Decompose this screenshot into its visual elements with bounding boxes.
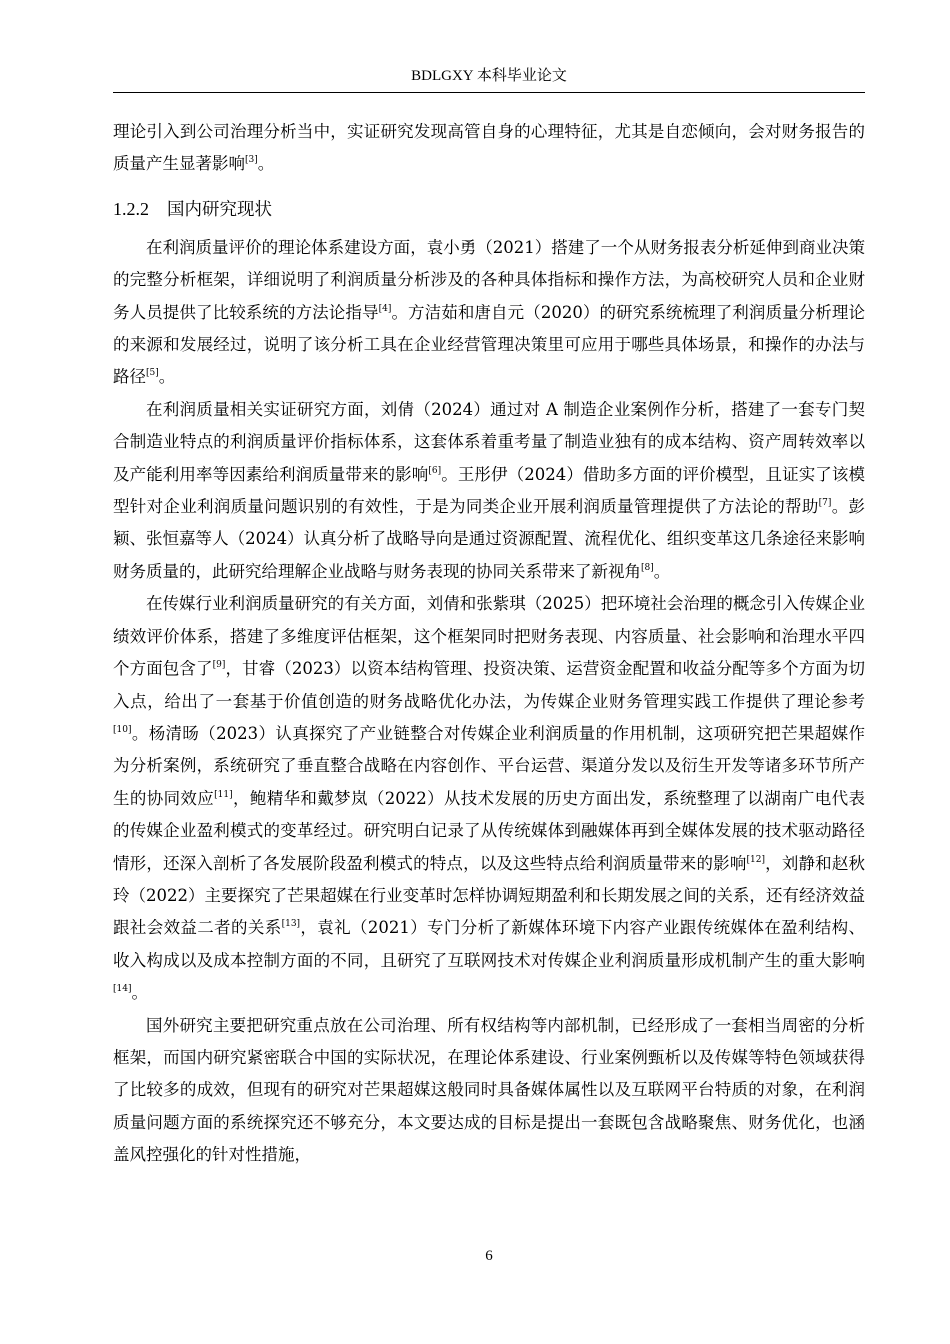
citation: [11] <box>214 789 233 800</box>
citation: [6] <box>428 465 442 476</box>
citation: [13] <box>281 919 301 930</box>
citation: [7] <box>818 498 832 509</box>
header-divider <box>113 92 865 93</box>
paragraph: 在利润质量评价的理论体系建设方面，袁小勇（2021）搭建了一个从财务报表分析延伸到商业决策的完整分析框架，详细说明了利润质量分析涉及的各种具体指标和操作方法，为高校研究人员和企业财务人员提供了比较系统的方法论指导[4]。方洁茹和唐自元（2020）的研究系统梳理了利润质量分析理论的来源和发展经过，说明了该分析工具在企业经营管理决策里可应用于哪些具体场景，和操作的办法与路径[5]。 <box>113 237 866 387</box>
citation: [3] <box>245 155 258 166</box>
paragraph: 在传媒行业利润质量研究的有关方面，刘倩和张紫琪（2025）把环境社会治理的概念引入传媒企业绩效评价体系，搭建了多维度评估框架，这个框架同时把财务表现、内容质量、社会影响和治理水平四个方面包含了[9]，甘睿（2023）以资本结构管理、投资决策、运营资金配置和收益分配等多个方面为切入点，给出了一套基于价值创造的财务战略优化办法，为传媒企业财务管理实践工作提供了理论参考[10]。杨清旸（2023）认真探究了产业链整合对传媒企业利润质量的作用机制，这项研究把芒果超媒作为分析案例，系统研究了垂直整合战略在内容创作、平台运营、渠道分发以及衍生开发等诸多环节所产生的协同效应[11]，鲍精华和戴梦岚（2022）从技术发展的历史方面出发，系统整理了以湖南广电代表的传媒企业盈利模式的变革经过。研究明白记录了从传统媒体到融媒体再到全媒体发展的技术驱动路径情形，还深入剖析了各发展阶段盈利模式的特点，以及这些特点给利润质量带来的影响[12]，刘静和赵秋玲（2022）主要探究了芒果超媒在行业变革时怎样协调短期盈利和长期发展之间的关系，还有经济效益跟社会效益二者的关系[13]，袁礼（2021）专门分析了新媒体环境下内容产业跟传统媒体在盈利结构、收入构成以及成本控制方面的不同，且研究了互联网技术对传媒企业利润质量形成机制产生的重大影响[14]。 <box>113 594 866 1003</box>
citation: [5] <box>146 368 159 379</box>
document-body <box>113 116 865 1172</box>
page-number: 6 <box>485 1248 493 1264</box>
citation: [10] <box>113 724 132 735</box>
citation: [9] <box>212 660 226 671</box>
citation: [14] <box>113 984 132 995</box>
running-header: BDLGXY 本科毕业论文 <box>411 68 567 84</box>
section-heading <box>113 193 865 226</box>
paragraph-continued: 理论引入到公司治理分析当中，实证研究发现高管自身的心理特征，尤其是自恋倾向，会对财务报告的质量产生显著影响[3]。 <box>113 122 865 174</box>
section-number: 1.2.2 <box>113 198 149 219</box>
citation: [12] <box>746 854 765 865</box>
citation: [4] <box>378 303 392 314</box>
citation: [8] <box>641 562 654 573</box>
paragraph: 国外研究主要把研究重点放在公司治理、所有权结构等内部机制，已经形成了一套相当周密的分析框架，而国内研究紧密联合中国的实际状况，在理论体系建设、行业案例甄析以及传媒等特色领域获得了比较多的成效，但现有的研究对芒果超媒这般同时具备媒体属性以及互联网平台特质的对象，在利润质量问题方面的系统探究还不够充分，本文要达成的目标是提出一套既包含战略聚焦、财务优化，也涵盖风控强化的针对性措施， <box>113 1015 865 1165</box>
paragraph: 在利润质量相关实证研究方面，刘倩（2024）通过对 A 制造企业案例作分析，搭建了一套专门契合制造业特点的利润质量评价指标体系，这套体系着重考量了制造业独有的成本结构、资产周转效率以及产能利用率等因素给利润质量带来的影响[6]。王彤伊（2024）借助多方面的评价模型，且证实了该模型针对企业利润质量问题识别的有效性，于是为同类企业开展利润质量管理提供了方法论的帮助[7]。彭颖、张恒嘉等人（2024）认真分析了战略导向是通过资源配置、流程优化、组织变革这几条途径来影响财务质量的，此研究给理解企业战略与财务表现的协同关系带来了新视角[8]。 <box>113 399 866 581</box>
section-title: 国内研究现状 <box>167 199 272 220</box>
